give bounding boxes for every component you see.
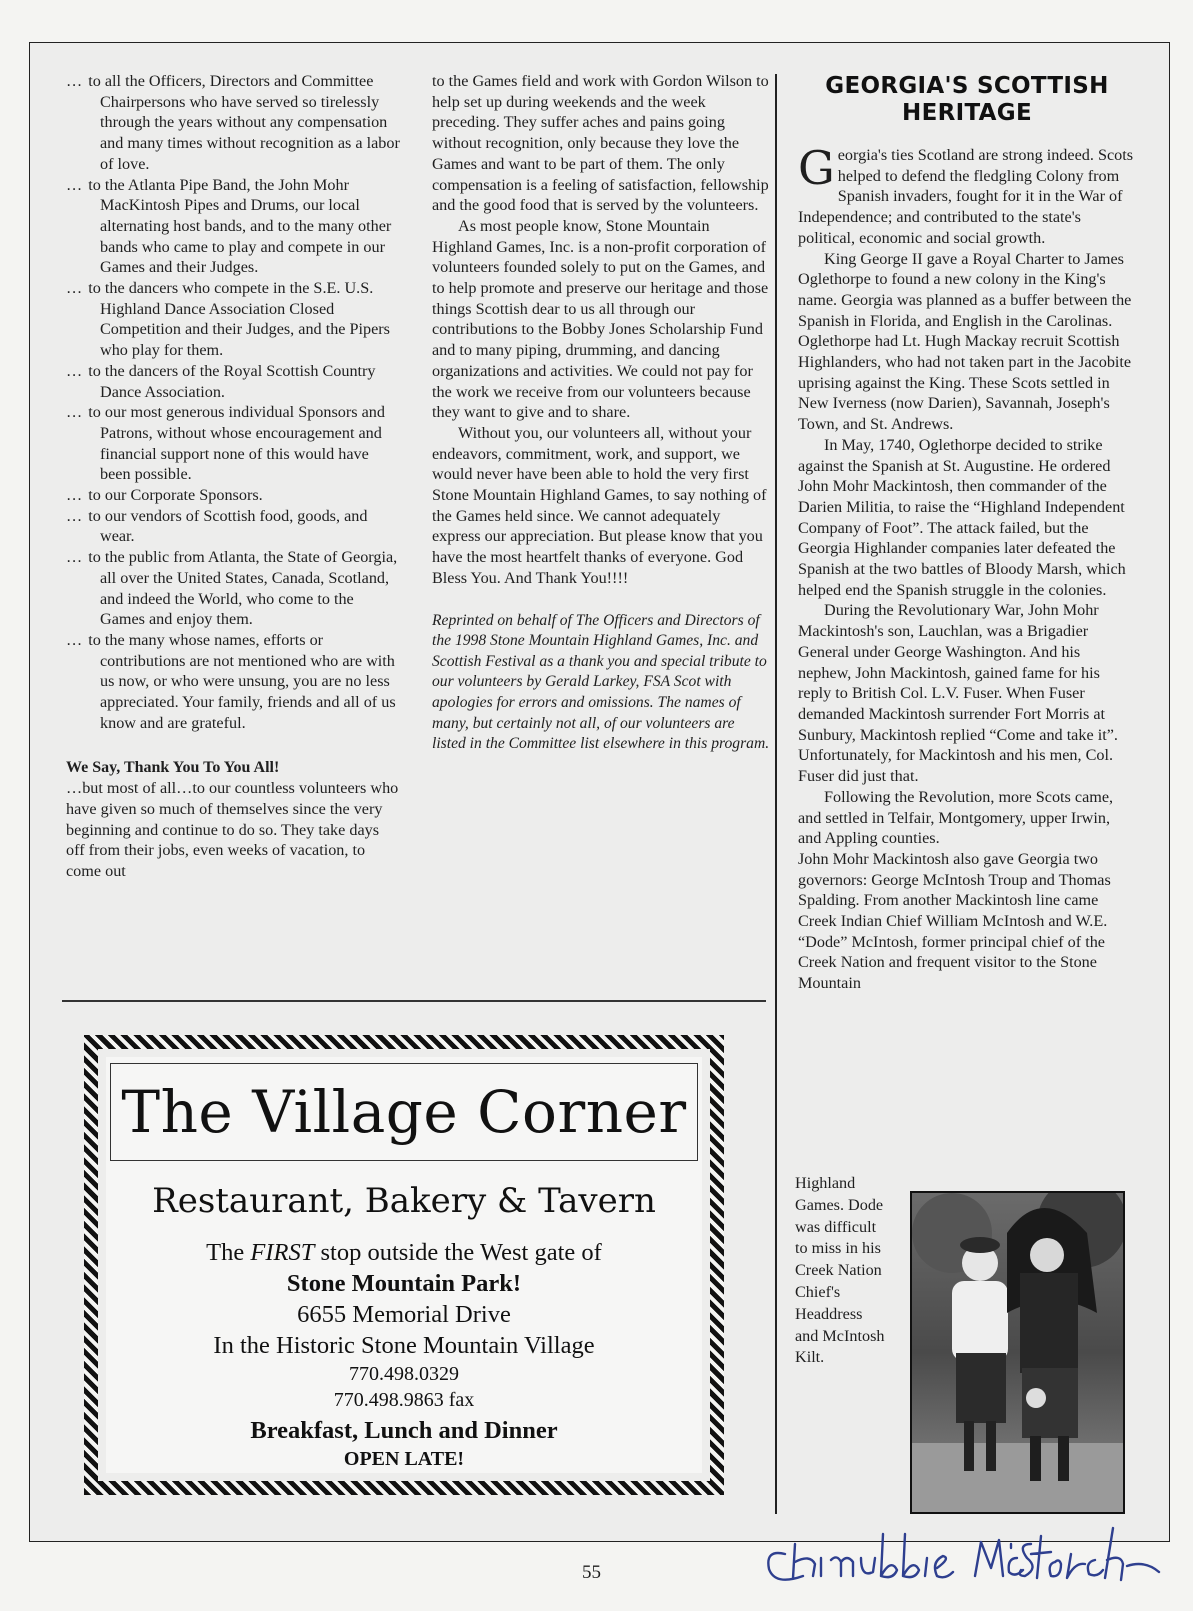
- paragraph: to the Games field and work with Gordon Wilson to help set up during weekends and the week preceding. They suffer aches and pains going without recognition, only because they love the Games and want to be part of them. The only compensation is a feeling of satisfaction, fellowship and the good food that is served by the volunteers.: [432, 72, 769, 215]
- article-title: GEORGIA'S SCOTTISH HERITAGE: [825, 73, 1109, 126]
- list-item: … to the dancers who compete in the S.E. U.S. Highland Dance Association Closed Competition and their Judges, and the Pipers who play for them.: [66, 278, 401, 361]
- thank-you-list: [66, 71, 401, 734]
- ad-emphasis: FIRST: [250, 1239, 315, 1266]
- list-item: … to the Atlanta Pipe Band, the John Mohr MacKintosh Pipes and Drums, our local alternating host bands, and to the many other bands who came to play and compete in our Games and their Judges.: [66, 175, 401, 279]
- photo-chief-dode-mcintosh: [910, 1191, 1125, 1514]
- heritage-column: [798, 71, 1136, 994]
- ad-text: stop outside the West gate of: [314, 1239, 602, 1266]
- volunteers-paragraph: …but most of all…to our countless volunteers who have given so much of themselves since the very beginning and continue to do so. They take days off from their jobs, even weeks of vacation, to come out: [66, 779, 399, 881]
- photo-image: [912, 1193, 1123, 1512]
- photo-caption: Highland Games. Dode was difficult to miss in his Creek Nation Chief's Headdress and McIntosh Kilt.: [795, 1174, 885, 1367]
- left-column: [66, 71, 401, 882]
- list-item: … to our Corporate Sponsors.: [66, 485, 401, 506]
- ad-phone: 770.498.0329: [349, 1363, 459, 1385]
- drop-cap: G: [798, 141, 835, 195]
- paragraph: [798, 141, 1136, 249]
- list-item: … to the many whose names, efforts or contributions are not mentioned who are with us now, or who were unsung, you are no less appreciated. Your family, friends and all of us know and are grateful.: [66, 630, 401, 734]
- list-item: … to all the Officers, Directors and Committee Chairpersons who have served so tirelessly through the years without any compensation and many times without recognition as a labor of love.: [66, 71, 401, 175]
- ad-text: The: [206, 1239, 251, 1266]
- ad-address: 6655 Memorial Drive: [297, 1301, 511, 1328]
- section-heading: We Say, Thank You To You All!: [66, 758, 280, 776]
- ad-title: The Village Corner: [121, 1078, 687, 1146]
- page-number: 55: [582, 1562, 601, 1583]
- list-item: … to our most generous individual Sponsors and Patrons, without whose encouragement and financial support none of this would have been possible.: [66, 402, 401, 485]
- section-divider: [62, 1000, 766, 1002]
- handwritten-signature: [755, 1514, 1175, 1594]
- paragraph: King George II gave a Royal Charter to James Oglethorpe to found a new colony in the King's name. Georgia was planned as a buffer between the Spanish in Florida, and English in the Carolinas. Oglethorpe had Lt. Hugh Mackay recruit Scottish Highlanders, who had not taken part in the Jacobite uprising against the King. These Scots settled in New Iverness (now Darien), Savannah, Joseph's Town, and St. Andrews.: [798, 249, 1132, 434]
- ad-village: In the Historic Stone Mountain Village: [213, 1332, 595, 1359]
- middle-column: [432, 71, 770, 755]
- paragraph: As most people know, Stone Mountain Highland Games, Inc. is a non-profit corporation of volunteers founded solely to put on the Games, and to help promote and preserve our heritage and those things Scottish dear to us all through our contributions to the Bobby Jones Scholarship Fund and to many piping, drumming, and dancing organizations and activities. We could not pay for the work we receive from our volunteers because they want to give and to share.: [432, 216, 769, 422]
- paragraph: Following the Revolution, more Scots came, and settled in Telfair, Montgomery, upper Irwin, and Appling counties.: [798, 787, 1114, 848]
- column-divider: [775, 74, 777, 1514]
- list-item: … to the public from Atlanta, the State of Georgia, all over the United States, Canada, Scotland, and indeed the World, who come to the Games and enjoy them.: [66, 547, 401, 630]
- ad-title-box: [110, 1063, 698, 1161]
- ad-tagline: [106, 1237, 702, 1268]
- ad-meals: Breakfast, Lunch and Dinner: [250, 1417, 558, 1444]
- village-corner-ad: [84, 1035, 724, 1495]
- paragraph: Without you, our volunteers all, without your endeavors, commitment, work, and support, we would never have been able to hold the very first Stone Mountain Highland Games, to say nothing of the Games held since. We cannot adequately express our appreciation. But please know that you have the most heartfelt thanks of everyone. God Bless You. And Thank You!!!!: [432, 423, 767, 587]
- reprint-credit: Reprinted on behalf of The Officers and Directors of the 1998 Stone Mountain Highland Games, Inc. and Scottish Festival as a thank you and special tribute to our volunteers by Gerald Larkey, FSA Scot with apologies for errors and omissions. The names of many, but certainly not all, of our volunteers are listed in the Committee list elsewhere in this program.: [432, 611, 770, 753]
- ad-subtitle: Restaurant, Bakery & Tavern: [152, 1181, 656, 1221]
- list-item: … to the dancers of the Royal Scottish Country Dance Association.: [66, 361, 401, 402]
- list-item: … to our vendors of Scottish food, goods, and wear.: [66, 506, 401, 547]
- ad-location: Stone Mountain Park!: [286, 1270, 522, 1297]
- paragraph: John Mohr Mackintosh also gave Georgia two governors: George McIntosh Troup and Thomas Spalding. From another Mackintosh line came Creek Indian Chief William McIntosh and W.E. “Dode” McIntosh, former principal chief of the Creek Nation and frequent visitor to the Stone Mountain: [798, 849, 1111, 993]
- paragraph: During the Revolutionary War, John Mohr Mackintosh's son, Lauchlan, was a Brigadier General under George Washington. And his nephew, John Mackintosh, gained fame for his reply to British Col. L.V. Fuser. When Fuser demanded Mackintosh surrender Fort Morris at Sunbury, Mackintosh replied “Come and take it”. Unfortunately, for Mackintosh and his men, Col. Fuser did just that.: [798, 601, 1118, 786]
- ad-content: [106, 1057, 702, 1473]
- paragraph-text: eorgia's ties Scotland are strong indeed. Scots helped to defend the fledgling Colony from Spanish invaders, fought for it in the War of Independence; and contributed to the state's political, economic and social growth.: [798, 146, 1134, 247]
- paragraph: In May, 1740, Oglethorpe decided to strike against the Spanish at St. Augustine. He ordered John Mohr Mackintosh, then commander of the Darien Militia, to raise the “Highland Independent Company of Foot”. The attack failed, but the Georgia Highlander companies later defeated the Spanish at the two battles of Bloody Marsh, which helped end the Spanish struggle in the colonies.: [798, 435, 1126, 599]
- ad-fax: 770.498.9863 fax: [333, 1389, 475, 1411]
- ad-hours: OPEN LATE!: [343, 1448, 465, 1470]
